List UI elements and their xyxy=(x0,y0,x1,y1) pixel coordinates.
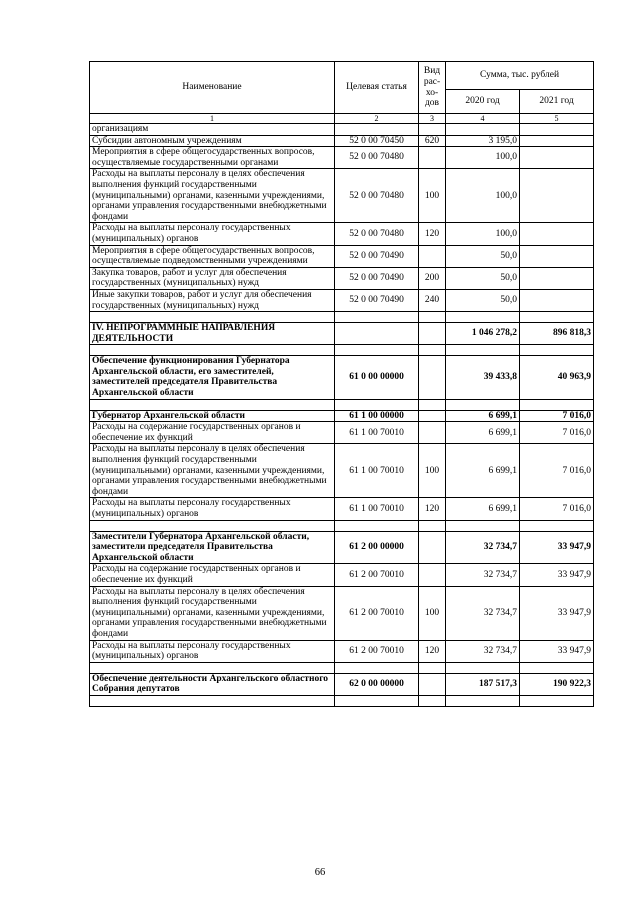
cell-v2021 xyxy=(520,245,594,267)
cell-code xyxy=(335,124,419,136)
table-row xyxy=(90,267,594,289)
cell-v2021: 33 947,9 xyxy=(520,640,594,662)
cell-name: Расходы на содержание государственных органов и обеспечение их функций xyxy=(90,422,335,444)
page-number: 66 xyxy=(314,867,326,878)
cell-v2021: 7 016,0 xyxy=(520,422,594,444)
cell-code: 52 0 00 70450 xyxy=(335,135,419,147)
cell-name: Мероприятия в сфере общегосударственных вопросов, осуществляемые подведомственными учреждениями xyxy=(90,245,335,267)
spacer-cell xyxy=(520,662,594,673)
cell-v2021 xyxy=(520,267,594,289)
cell-v2021: 7 016,0 xyxy=(520,444,594,498)
cell-v2020: 187 517,3 xyxy=(446,673,520,695)
spacer-cell xyxy=(520,312,594,323)
table-row xyxy=(90,410,594,422)
cell-vid: 120 xyxy=(419,640,446,662)
header-name: Наименование xyxy=(90,62,335,114)
cell-v2021 xyxy=(520,147,594,169)
cell-vid xyxy=(419,323,446,345)
spacer-cell xyxy=(419,345,446,356)
cell-v2021: 33 947,9 xyxy=(520,564,594,586)
budget-table xyxy=(89,61,594,707)
spacer-cell xyxy=(90,399,335,410)
cell-vid: 620 xyxy=(419,135,446,147)
cell-v2021: 33 947,9 xyxy=(520,531,594,564)
cell-code: 52 0 00 70490 xyxy=(335,267,419,289)
cell-code: 61 0 00 00000 xyxy=(335,356,419,399)
cell-code: 61 2 00 70010 xyxy=(335,564,419,586)
spacer-cell xyxy=(446,399,520,410)
spacer-cell xyxy=(335,520,419,531)
spacer-row xyxy=(90,695,594,706)
cell-name: Закупка товаров, работ и услуг для обеспечения государственных (муниципальных) нужд xyxy=(90,267,335,289)
spacer-cell xyxy=(520,520,594,531)
cell-name: Иные закупки товаров, работ и услуг для обеспечения государственных (муниципальных) нужд xyxy=(90,289,335,311)
spacer-cell xyxy=(90,345,335,356)
cell-v2021 xyxy=(520,135,594,147)
spacer-row xyxy=(90,345,594,356)
cell-v2020: 100,0 xyxy=(446,169,520,223)
cell-vid xyxy=(419,673,446,695)
cell-code: 61 2 00 00000 xyxy=(335,531,419,564)
cell-code xyxy=(335,323,419,345)
spacer-cell xyxy=(419,662,446,673)
cell-vid xyxy=(419,422,446,444)
spacer-row xyxy=(90,520,594,531)
cell-name: Заместители Губернатора Архангельской области, заместители председателя Правительства Архангельской области xyxy=(90,531,335,564)
cell-code: 61 1 00 70010 xyxy=(335,498,419,520)
cell-vid xyxy=(419,564,446,586)
table-row xyxy=(90,640,594,662)
table-row xyxy=(90,323,594,345)
spacer-cell xyxy=(446,520,520,531)
spacer-row xyxy=(90,662,594,673)
cell-v2020: 6 699,1 xyxy=(446,422,520,444)
header-2020: 2020 год xyxy=(446,90,520,114)
cell-v2020: 50,0 xyxy=(446,289,520,311)
cell-v2021 xyxy=(520,223,594,245)
table-row xyxy=(90,422,594,444)
table-row xyxy=(90,147,594,169)
column-number: 4 xyxy=(446,114,520,124)
cell-vid xyxy=(419,531,446,564)
cell-vid xyxy=(419,356,446,399)
spacer-cell xyxy=(90,520,335,531)
cell-v2020 xyxy=(446,124,520,136)
cell-v2020: 100,0 xyxy=(446,147,520,169)
cell-vid: 240 xyxy=(419,289,446,311)
cell-name: Мероприятия в сфере общегосударственных вопросов, осуществляемые государственными органами xyxy=(90,147,335,169)
cell-v2020: 32 734,7 xyxy=(446,531,520,564)
column-number: 5 xyxy=(520,114,594,124)
cell-v2020: 50,0 xyxy=(446,267,520,289)
cell-code: 52 0 00 70480 xyxy=(335,223,419,245)
cell-vid xyxy=(419,147,446,169)
cell-name: Губернатор Архангельской области xyxy=(90,410,335,422)
header-2021: 2021 год xyxy=(520,90,594,114)
spacer-cell xyxy=(446,345,520,356)
spacer-cell xyxy=(419,695,446,706)
cell-name: Субсидии автономным учреждениям xyxy=(90,135,335,147)
table-row xyxy=(90,498,594,520)
cell-v2020: 6 699,1 xyxy=(446,444,520,498)
table-row xyxy=(90,356,594,399)
cell-v2021 xyxy=(520,124,594,136)
header-vid: Вид рас-хо-дов xyxy=(419,62,446,114)
cell-code: 61 2 00 70010 xyxy=(335,586,419,640)
column-number: 2 xyxy=(335,114,419,124)
column-number: 3 xyxy=(419,114,446,124)
spacer-cell xyxy=(446,662,520,673)
cell-vid: 200 xyxy=(419,267,446,289)
cell-vid xyxy=(419,124,446,136)
table-row xyxy=(90,223,594,245)
spacer-cell xyxy=(520,399,594,410)
cell-v2020: 39 433,8 xyxy=(446,356,520,399)
cell-name: Расходы на выплаты персоналу в целях обеспечения выполнения функций государственными (муниципальными) органами, казенными учреждениями, органами управления государственными внебюджетными фондами xyxy=(90,169,335,223)
budget-table-body xyxy=(90,124,594,707)
spacer-cell xyxy=(419,312,446,323)
cell-v2020: 6 699,1 xyxy=(446,410,520,422)
cell-code: 52 0 00 70490 xyxy=(335,245,419,267)
cell-v2020: 50,0 xyxy=(446,245,520,267)
spacer-cell xyxy=(419,520,446,531)
cell-name: Расходы на содержание государственных органов и обеспечение их функций xyxy=(90,564,335,586)
cell-vid: 100 xyxy=(419,586,446,640)
cell-v2021: 896 818,3 xyxy=(520,323,594,345)
table-row xyxy=(90,124,594,136)
cell-name: IV. НЕПРОГРАММНЫЕ НАПРАВЛЕНИЯ ДЕЯТЕЛЬНОСТИ xyxy=(90,323,335,345)
spacer-row xyxy=(90,312,594,323)
spacer-cell xyxy=(446,695,520,706)
table-row xyxy=(90,135,594,147)
spacer-cell xyxy=(335,345,419,356)
spacer-cell xyxy=(90,312,335,323)
cell-v2020: 3 195,0 xyxy=(446,135,520,147)
cell-v2021 xyxy=(520,169,594,223)
spacer-row xyxy=(90,399,594,410)
cell-name: Расходы на выплаты персоналу государственных (муниципальных) органов xyxy=(90,640,335,662)
header-target: Целевая статья xyxy=(335,62,419,114)
cell-vid: 120 xyxy=(419,498,446,520)
cell-v2020: 1 046 278,2 xyxy=(446,323,520,345)
table-row xyxy=(90,531,594,564)
cell-code: 52 0 00 70480 xyxy=(335,147,419,169)
column-numbers-row xyxy=(90,114,594,124)
spacer-cell xyxy=(90,662,335,673)
cell-v2021: 33 947,9 xyxy=(520,586,594,640)
cell-v2021: 40 963,9 xyxy=(520,356,594,399)
cell-v2021 xyxy=(520,289,594,311)
column-number: 1 xyxy=(90,114,335,124)
cell-vid: 120 xyxy=(419,223,446,245)
cell-v2020: 32 734,7 xyxy=(446,564,520,586)
spacer-cell xyxy=(335,695,419,706)
cell-name: Расходы на выплаты персоналу в целях обеспечения выполнения функций государственными (муниципальными) органами, казенными учреждениями, органами управления государственными внебюджетными фондами xyxy=(90,444,335,498)
spacer-cell xyxy=(335,312,419,323)
cell-name: Расходы на выплаты персоналу государственных (муниципальных) органов xyxy=(90,223,335,245)
cell-vid xyxy=(419,245,446,267)
cell-name: Обеспечение функционирования Губернатора Архангельской области, его заместителей, заместителей председателя Правительства Архангельской области xyxy=(90,356,335,399)
cell-v2020: 6 699,1 xyxy=(446,498,520,520)
spacer-cell xyxy=(520,345,594,356)
cell-v2020: 32 734,7 xyxy=(446,640,520,662)
cell-v2021: 7 016,0 xyxy=(520,498,594,520)
table-row xyxy=(90,169,594,223)
cell-name: организациям xyxy=(90,124,335,136)
cell-vid: 100 xyxy=(419,169,446,223)
table-row xyxy=(90,673,594,695)
cell-code: 61 2 00 70010 xyxy=(335,640,419,662)
table-row xyxy=(90,245,594,267)
cell-vid: 100 xyxy=(419,444,446,498)
spacer-cell xyxy=(90,695,335,706)
header-sum: Сумма, тыс. рублей xyxy=(446,62,594,90)
cell-v2020: 100,0 xyxy=(446,223,520,245)
table-row xyxy=(90,289,594,311)
cell-code: 61 1 00 70010 xyxy=(335,422,419,444)
spacer-cell xyxy=(446,312,520,323)
cell-code: 62 0 00 00000 xyxy=(335,673,419,695)
cell-name: Расходы на выплаты персоналу в целях обеспечения выполнения функций государственными (муниципальными) органами, казенными учреждениями, органами управления государственными внебюджетными фондами xyxy=(90,586,335,640)
table-row xyxy=(90,444,594,498)
cell-code: 61 1 00 70010 xyxy=(335,444,419,498)
table-row xyxy=(90,586,594,640)
table-row xyxy=(90,564,594,586)
cell-name: Расходы на выплаты персоналу государственных (муниципальных) органов xyxy=(90,498,335,520)
spacer-cell xyxy=(335,399,419,410)
cell-v2021: 190 922,3 xyxy=(520,673,594,695)
spacer-cell xyxy=(419,399,446,410)
spacer-cell xyxy=(520,695,594,706)
cell-name: Обеспечение деятельности Архангельского областного Собрания депутатов xyxy=(90,673,335,695)
cell-code: 61 1 00 00000 xyxy=(335,410,419,422)
cell-code: 52 0 00 70490 xyxy=(335,289,419,311)
spacer-cell xyxy=(335,662,419,673)
cell-code: 52 0 00 70480 xyxy=(335,169,419,223)
cell-v2021: 7 016,0 xyxy=(520,410,594,422)
cell-v2020: 32 734,7 xyxy=(446,586,520,640)
cell-vid xyxy=(419,410,446,422)
